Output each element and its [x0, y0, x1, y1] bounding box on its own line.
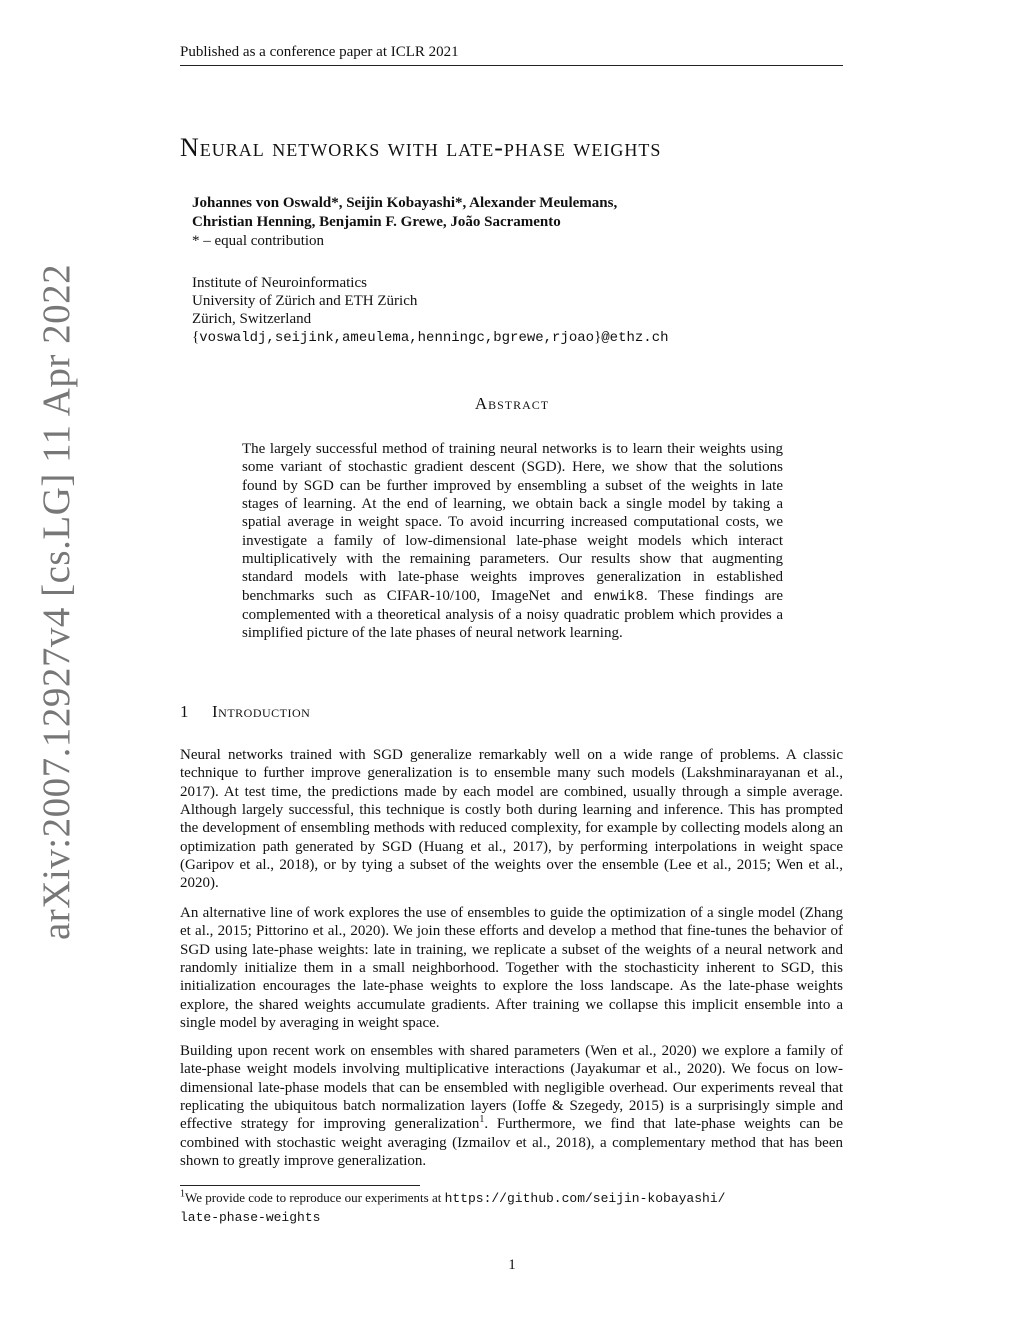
code-repository-link[interactable]: https://github.com/seijin-kobayashi/ — [444, 1191, 726, 1206]
arxiv-identifier[interactable]: arXiv:2007.12927v4 [cs.LG] 11 Apr 2022 — [35, 263, 78, 940]
affiliation-block — [192, 274, 832, 347]
footnote-reference[interactable]: 1 — [479, 1114, 485, 1126]
affiliation-line: Zürich, Switzerland — [192, 311, 312, 327]
page-number: 1 — [508, 1257, 516, 1273]
code-repository-link[interactable]: late-phase-weights — [180, 1210, 321, 1225]
intro-paragraph: An alternative line of work explores the use of ensembles to guide the optimization of a single model (Zhang et al., 2015; Pittorino et al., 2020). We join these efforts and develop a method that fine-tunes the behavior of SGD using late-phase weights: late in training, we replicate a subset of the weights of a neural network and randomly initialize them in a small neighborhood. Together with the stochasticity inherent to SGD, this initialization encourages the late-phase weights to explore the loss landscape. As the late-phase weights explore, the shared weights accumulate gradients. After training we collapse this implicit ensemble into a single model by averaging in weight space. — [180, 905, 843, 1032]
equal-contribution-note: * – equal contribution — [192, 233, 325, 249]
intro-paragraph: Building upon recent work on ensembles with shared parameters (Wen et al., 2020) we explore a family of late-phase weight models involving multiplicative interactions (Jayakumar et al., 2020). We focus on low-dimensional late-phase models that can be ensembled with negligible overhead. Our experiments reveal that replicating the ubiquitous batch normalization layers (Ioffe & Szegedy, 2015) is a surprisingly simple and effective strategy for improving generalization$^1$. Furthermore, we find that late-phase weights can be combined with stochastic weight averaging (Izmailov et al., 2018), a complementary method that has been shown to greatly improve generalization. — [180, 1043, 844, 1170]
abstract-heading: Abstract — [474, 394, 550, 413]
affiliation-line: Institute of Neuroinformatics — [192, 275, 367, 291]
intro-paragraph: Neural networks trained with SGD generalize remarkably well on a wide range of problems. A classic technique to further improve generalization is to ensemble many such models (Lakshminarayanan et al., 2017). At test time, the predictions made by each model are combined, usually through a simple average. Although largely successful, this technique is costly both during learning and inference. This has prompted the development of ensembling methods with reduced complexity, for example by collecting models along an optimization path generated by SGD (Huang et al., 2017), by performing interpolations in weight space (Garipov et al., 2018), or by tying a subset of the weights over the ensemble (Lee et al., 2015; Wen et al., 2020). — [180, 747, 843, 892]
running-header: Published as a conference paper at ICLR 2021 — [180, 44, 843, 66]
author-line: Christian Henning, Benjamin F. Grewe, João Sacramento — [192, 214, 561, 230]
author-list — [192, 194, 832, 232]
affiliation-line: University of Zürich and ETH Zürich — [192, 293, 418, 309]
paper-title: Neural networks with late-phase weights — [180, 133, 662, 162]
footnote-divider — [180, 1185, 420, 1186]
code-term: enwik8 — [593, 588, 644, 605]
author-emails[interactable]: {voswaldj,seijink,ameulema,henningc,bgrewe,rjoao}@ethz.ch — [192, 329, 669, 346]
abstract-text: The largely successful method of training neural networks is to learn their weights using some variant of stochastic gradient descent (SGD). Here, we show that the solutions found by SGD can be further improved by ensembling a subset of the weights in late stages of learning. At the end of learning, we obtain back a single model by taking a spatial average in weight space. To avoid incurring increased computational costs, we investigate a family of low-dimensional late-phase weight models which interact multiplicatively with the remaining parameters. Our results show that augmenting standard models with late-phase weights improves generalization in established benchmarks such as CIFAR-10/100, ImageNet and enwik8. These findings are complemented with a theoretical analysis of a noisy quadratic problem which provides a simplified picture of the late phases of neural network learning. — [242, 441, 783, 642]
author-line: Johannes von Oswald*, Seijin Kobayashi*, Alexander Meulemans, — [192, 195, 618, 211]
footnote-mark: 1 — [180, 1188, 185, 1200]
footnote: $^1$We provide code to reproduce our experiments at https://github.com/seijin-kobayashi/ late-phase-weights — [180, 1188, 726, 1225]
section-heading-introduction: 1 Introduction — [180, 702, 311, 721]
